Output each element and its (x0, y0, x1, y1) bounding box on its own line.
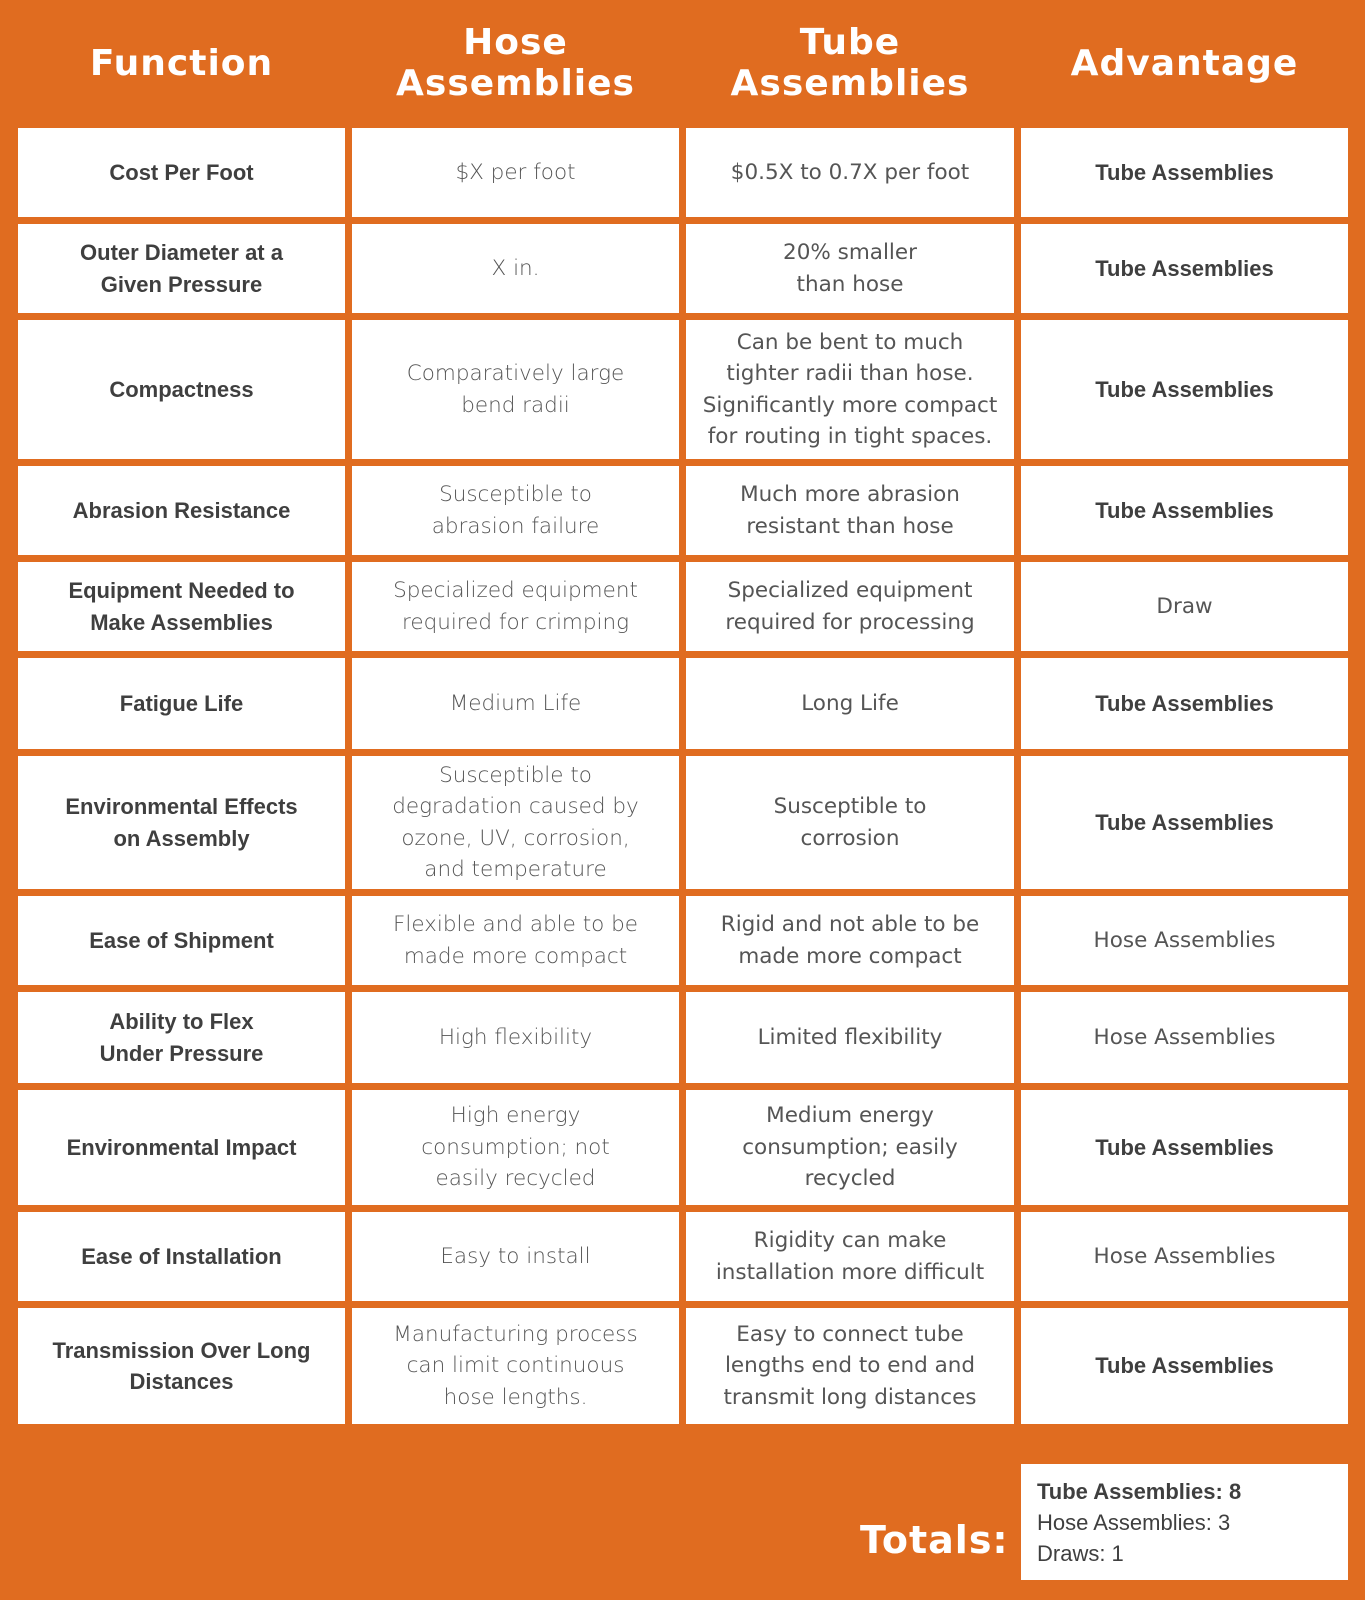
totals-box (1021, 1464, 1348, 1580)
advantage-cell: Tube Assemblies (1021, 1090, 1348, 1205)
tube-cell: Long Life (686, 658, 1014, 749)
tube-cell: Easy to connect tube lengths end to end and transmit long distances (686, 1308, 1014, 1424)
table-header (0, 0, 1365, 126)
table-row (0, 896, 1365, 985)
tube-cell: Susceptible to corrosion (686, 756, 1014, 889)
table-row (0, 658, 1365, 749)
hose-cell: Easy to install (352, 1212, 679, 1301)
totals-draws: Draws: 1 (1037, 1541, 1124, 1566)
hose-cell: Specialized equipment required for crimping (352, 562, 679, 651)
hose-cell: X in. (352, 224, 679, 313)
tube-cell: Can be bent to much tighter radii than hose. Significantly more compact for routing in tight spaces. (686, 320, 1014, 459)
function-cell: Ease of Shipment (18, 896, 345, 985)
advantage-cell: Draw (1021, 562, 1348, 651)
tube-cell: $0.5X to 0.7X per foot (686, 128, 1014, 217)
advantage-cell: Tube Assemblies (1021, 466, 1348, 555)
advantage-cell: Tube Assemblies (1021, 658, 1348, 749)
hose-cell: High energy consumption; not easily recycled (352, 1090, 679, 1205)
function-cell: Cost Per Foot (18, 128, 345, 217)
hose-cell: Medium Life (352, 658, 679, 749)
advantage-cell: Hose Assemblies (1021, 1212, 1348, 1301)
function-cell: Ability to Flex Under Pressure (18, 992, 345, 1083)
function-cell: Environmental Impact (18, 1090, 345, 1205)
totals-label: Totals: (860, 1518, 1009, 1562)
hose-cell: Manufacturing process can limit continuous hose lengths. (352, 1308, 679, 1424)
hose-cell: Flexible and able to be made more compact (352, 896, 679, 985)
function-cell: Fatigue Life (18, 658, 345, 749)
table-row (0, 1308, 1365, 1424)
header-tube-assemblies: Tube Assemblies (730, 22, 970, 104)
advantage-cell: Hose Assemblies (1021, 896, 1348, 985)
table-row (0, 224, 1365, 313)
tube-cell: Limited flexibility (686, 992, 1014, 1083)
table-row (0, 1212, 1365, 1301)
tube-cell: Specialized equipment required for processing (686, 562, 1014, 651)
function-cell: Compactness (18, 320, 345, 459)
tube-cell: Medium energy consumption; easily recycled (686, 1090, 1014, 1205)
totals-tube: Tube Assemblies: 8 (1037, 1479, 1242, 1504)
header-hose-assemblies: Hose Assemblies (396, 22, 635, 104)
tube-cell: Rigidity can make installation more difficult (686, 1212, 1014, 1301)
table-row (0, 1090, 1365, 1205)
hose-cell: Susceptible to degradation caused by ozone, UV, corrosion, and temperature (352, 756, 679, 889)
advantage-cell: Tube Assemblies (1021, 756, 1348, 889)
function-cell: Abrasion Resistance (18, 466, 345, 555)
totals-hose: Hose Assemblies: 3 (1037, 1510, 1231, 1535)
tube-cell: 20% smaller than hose (686, 224, 1014, 313)
function-cell: Equipment Needed to Make Assemblies (18, 562, 345, 651)
hose-cell: $X per foot (352, 128, 679, 217)
hose-cell: Susceptible to abrasion failure (352, 466, 679, 555)
table-row (0, 466, 1365, 555)
header-function: Function (89, 42, 274, 84)
table-row (0, 562, 1365, 651)
tube-cell: Rigid and not able to be made more compact (686, 896, 1014, 985)
hose-cell: Comparatively large bend radii (352, 320, 679, 459)
advantage-cell: Tube Assemblies (1021, 1308, 1348, 1424)
function-cell: Transmission Over Long Distances (18, 1308, 345, 1424)
table-row (0, 756, 1365, 889)
table-row (0, 128, 1365, 217)
advantage-cell: Tube Assemblies (1021, 224, 1348, 313)
header-advantage: Advantage (1070, 42, 1299, 84)
table-row (0, 992, 1365, 1083)
function-cell: Outer Diameter at a Given Pressure (18, 224, 345, 313)
advantage-cell: Tube Assemblies (1021, 320, 1348, 459)
hose-cell: High flexibility (352, 992, 679, 1083)
function-cell: Ease of Installation (18, 1212, 345, 1301)
tube-cell: Much more abrasion resistant than hose (686, 466, 1014, 555)
table-row (0, 320, 1365, 459)
function-cell: Environmental Effects on Assembly (18, 756, 345, 889)
advantage-cell: Hose Assemblies (1021, 992, 1348, 1083)
advantage-cell: Tube Assemblies (1021, 128, 1348, 217)
